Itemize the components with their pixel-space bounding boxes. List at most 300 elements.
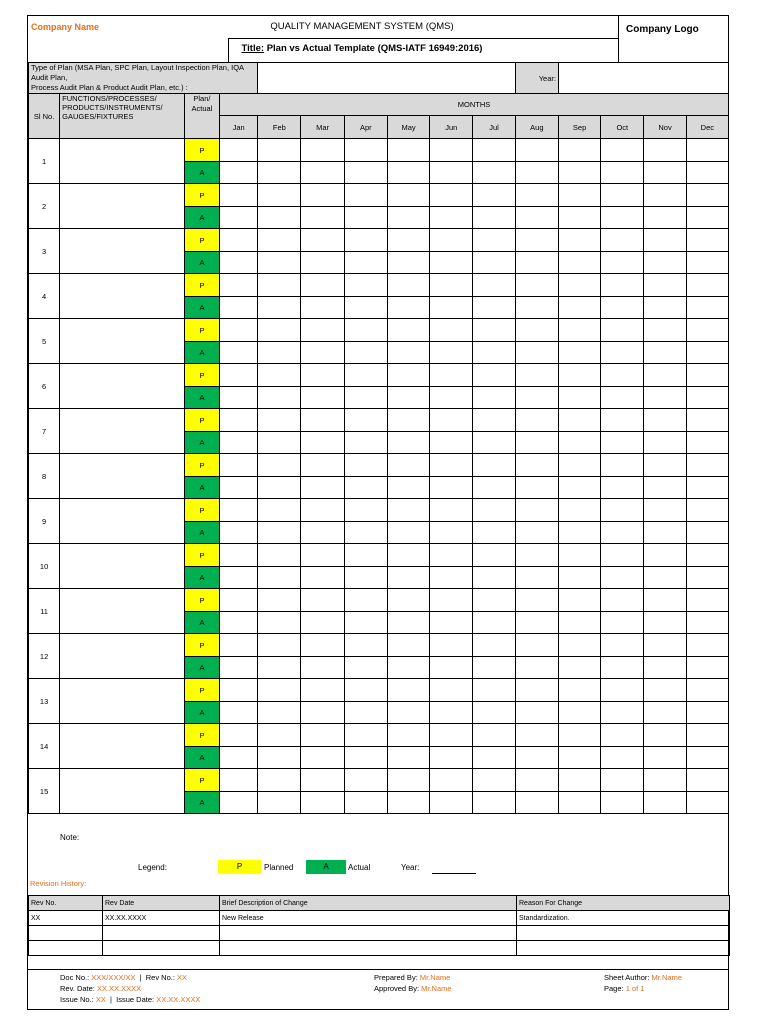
- month-cell[interactable]: [601, 297, 644, 319]
- month-cell[interactable]: [430, 274, 473, 297]
- month-cell[interactable]: [344, 207, 387, 229]
- month-cell[interactable]: [515, 229, 558, 252]
- month-cell[interactable]: [258, 454, 301, 477]
- function-cell[interactable]: [60, 319, 185, 364]
- month-cell[interactable]: [686, 409, 728, 432]
- month-cell[interactable]: [430, 589, 473, 612]
- month-cell[interactable]: [473, 589, 515, 612]
- month-cell[interactable]: [301, 274, 344, 297]
- month-cell[interactable]: [558, 679, 600, 702]
- month-cell[interactable]: [644, 319, 686, 342]
- month-cell[interactable]: [473, 522, 515, 544]
- month-cell[interactable]: [344, 657, 387, 679]
- month-cell[interactable]: [558, 634, 600, 657]
- function-cell[interactable]: [60, 544, 185, 589]
- month-cell[interactable]: [644, 387, 686, 409]
- month-cell[interactable]: [387, 567, 429, 589]
- revision-cell[interactable]: New Release: [220, 911, 517, 926]
- revision-cell[interactable]: [103, 941, 220, 956]
- month-cell[interactable]: [220, 274, 258, 297]
- month-cell[interactable]: [387, 544, 429, 567]
- month-cell[interactable]: [686, 522, 728, 544]
- month-cell[interactable]: [558, 274, 600, 297]
- month-cell[interactable]: [344, 747, 387, 769]
- month-cell[interactable]: [558, 747, 600, 769]
- revision-cell[interactable]: [220, 941, 517, 956]
- month-cell[interactable]: [344, 589, 387, 612]
- month-cell[interactable]: [515, 657, 558, 679]
- month-cell[interactable]: [220, 139, 258, 162]
- month-cell[interactable]: [430, 702, 473, 724]
- month-cell[interactable]: [387, 252, 429, 274]
- month-cell[interactable]: [430, 342, 473, 364]
- month-cell[interactable]: [430, 769, 473, 792]
- month-cell[interactable]: [644, 364, 686, 387]
- revision-cell[interactable]: [29, 941, 103, 956]
- month-cell[interactable]: [258, 162, 301, 184]
- month-cell[interactable]: [558, 319, 600, 342]
- month-cell[interactable]: [601, 274, 644, 297]
- month-cell[interactable]: [515, 612, 558, 634]
- month-cell[interactable]: [601, 342, 644, 364]
- revision-cell[interactable]: XX.XX.XXXX: [103, 911, 220, 926]
- month-cell[interactable]: [258, 184, 301, 207]
- month-cell[interactable]: [601, 409, 644, 432]
- month-cell[interactable]: [686, 589, 728, 612]
- month-cell[interactable]: [344, 612, 387, 634]
- month-cell[interactable]: [686, 747, 728, 769]
- month-cell[interactable]: [558, 612, 600, 634]
- month-cell[interactable]: [301, 319, 344, 342]
- function-cell[interactable]: [60, 229, 185, 274]
- month-cell[interactable]: [430, 544, 473, 567]
- revision-cell[interactable]: [220, 926, 517, 941]
- month-cell[interactable]: [515, 387, 558, 409]
- month-cell[interactable]: [686, 477, 728, 499]
- month-cell[interactable]: [558, 499, 600, 522]
- month-cell[interactable]: [558, 544, 600, 567]
- month-cell[interactable]: [220, 679, 258, 702]
- month-cell[interactable]: [430, 657, 473, 679]
- month-cell[interactable]: [220, 499, 258, 522]
- month-cell[interactable]: [686, 184, 728, 207]
- month-cell[interactable]: [344, 477, 387, 499]
- month-cell[interactable]: [601, 589, 644, 612]
- month-cell[interactable]: [301, 297, 344, 319]
- month-cell[interactable]: [387, 477, 429, 499]
- function-cell[interactable]: [60, 589, 185, 634]
- month-cell[interactable]: [686, 139, 728, 162]
- month-cell[interactable]: [344, 229, 387, 252]
- month-cell[interactable]: [344, 387, 387, 409]
- month-cell[interactable]: [258, 319, 301, 342]
- month-cell[interactable]: [220, 702, 258, 724]
- month-cell[interactable]: [558, 477, 600, 499]
- month-cell[interactable]: [473, 634, 515, 657]
- month-cell[interactable]: [220, 747, 258, 769]
- month-cell[interactable]: [344, 454, 387, 477]
- month-cell[interactable]: [515, 477, 558, 499]
- month-cell[interactable]: [344, 702, 387, 724]
- month-cell[interactable]: [301, 229, 344, 252]
- month-cell[interactable]: [301, 702, 344, 724]
- function-cell[interactable]: [60, 454, 185, 499]
- month-cell[interactable]: [601, 432, 644, 454]
- month-cell[interactable]: [473, 409, 515, 432]
- month-cell[interactable]: [387, 409, 429, 432]
- month-cell[interactable]: [601, 387, 644, 409]
- revision-cell[interactable]: [29, 926, 103, 941]
- month-cell[interactable]: [601, 454, 644, 477]
- month-cell[interactable]: [473, 679, 515, 702]
- month-cell[interactable]: [301, 634, 344, 657]
- month-cell[interactable]: [344, 544, 387, 567]
- month-cell[interactable]: [220, 432, 258, 454]
- month-cell[interactable]: [473, 499, 515, 522]
- month-cell[interactable]: [473, 229, 515, 252]
- month-cell[interactable]: [515, 252, 558, 274]
- month-cell[interactable]: [430, 679, 473, 702]
- month-cell[interactable]: [258, 634, 301, 657]
- month-cell[interactable]: [344, 409, 387, 432]
- month-cell[interactable]: [601, 139, 644, 162]
- month-cell[interactable]: [220, 589, 258, 612]
- month-cell[interactable]: [258, 229, 301, 252]
- month-cell[interactable]: [558, 589, 600, 612]
- month-cell[interactable]: [220, 544, 258, 567]
- month-cell[interactable]: [515, 319, 558, 342]
- month-cell[interactable]: [258, 342, 301, 364]
- month-cell[interactable]: [220, 319, 258, 342]
- month-cell[interactable]: [515, 432, 558, 454]
- month-cell[interactable]: [258, 364, 301, 387]
- month-cell[interactable]: [301, 679, 344, 702]
- function-cell[interactable]: [60, 184, 185, 229]
- month-cell[interactable]: [344, 139, 387, 162]
- month-cell[interactable]: [515, 297, 558, 319]
- month-cell[interactable]: [473, 792, 515, 814]
- month-cell[interactable]: [387, 454, 429, 477]
- month-cell[interactable]: [473, 162, 515, 184]
- month-cell[interactable]: [220, 387, 258, 409]
- month-cell[interactable]: [258, 792, 301, 814]
- month-cell[interactable]: [515, 499, 558, 522]
- month-cell[interactable]: [515, 522, 558, 544]
- function-cell[interactable]: [60, 769, 185, 814]
- month-cell[interactable]: [473, 319, 515, 342]
- month-cell[interactable]: [558, 702, 600, 724]
- month-cell[interactable]: [686, 657, 728, 679]
- month-cell[interactable]: [387, 139, 429, 162]
- month-cell[interactable]: [220, 342, 258, 364]
- month-cell[interactable]: [430, 724, 473, 747]
- month-cell[interactable]: [515, 184, 558, 207]
- month-cell[interactable]: [430, 162, 473, 184]
- month-cell[interactable]: [301, 499, 344, 522]
- month-cell[interactable]: [220, 769, 258, 792]
- month-cell[interactable]: [430, 477, 473, 499]
- month-cell[interactable]: [558, 252, 600, 274]
- month-cell[interactable]: [344, 184, 387, 207]
- month-cell[interactable]: [686, 297, 728, 319]
- month-cell[interactable]: [558, 792, 600, 814]
- month-cell[interactable]: [430, 252, 473, 274]
- month-cell[interactable]: [301, 769, 344, 792]
- month-cell[interactable]: [301, 387, 344, 409]
- month-cell[interactable]: [644, 544, 686, 567]
- month-cell[interactable]: [473, 184, 515, 207]
- year-input[interactable]: [558, 63, 728, 94]
- month-cell[interactable]: [301, 342, 344, 364]
- month-cell[interactable]: [301, 522, 344, 544]
- month-cell[interactable]: [430, 229, 473, 252]
- month-cell[interactable]: [601, 724, 644, 747]
- month-cell[interactable]: [558, 364, 600, 387]
- month-cell[interactable]: [644, 769, 686, 792]
- month-cell[interactable]: [473, 207, 515, 229]
- month-cell[interactable]: [220, 724, 258, 747]
- function-cell[interactable]: [60, 499, 185, 544]
- month-cell[interactable]: [387, 679, 429, 702]
- month-cell[interactable]: [344, 634, 387, 657]
- month-cell[interactable]: [473, 702, 515, 724]
- month-cell[interactable]: [387, 589, 429, 612]
- month-cell[interactable]: [387, 387, 429, 409]
- month-cell[interactable]: [220, 522, 258, 544]
- month-cell[interactable]: [686, 252, 728, 274]
- month-cell[interactable]: [515, 342, 558, 364]
- month-cell[interactable]: [220, 207, 258, 229]
- month-cell[interactable]: [473, 364, 515, 387]
- month-cell[interactable]: [473, 297, 515, 319]
- month-cell[interactable]: [301, 792, 344, 814]
- month-cell[interactable]: [515, 567, 558, 589]
- month-cell[interactable]: [686, 702, 728, 724]
- function-cell[interactable]: [60, 409, 185, 454]
- month-cell[interactable]: [430, 432, 473, 454]
- month-cell[interactable]: [644, 432, 686, 454]
- month-cell[interactable]: [258, 567, 301, 589]
- function-cell[interactable]: [60, 364, 185, 409]
- month-cell[interactable]: [220, 454, 258, 477]
- month-cell[interactable]: [387, 162, 429, 184]
- month-cell[interactable]: [473, 657, 515, 679]
- month-cell[interactable]: [430, 567, 473, 589]
- month-cell[interactable]: [686, 679, 728, 702]
- month-cell[interactable]: [258, 499, 301, 522]
- month-cell[interactable]: [644, 454, 686, 477]
- revision-cell[interactable]: [517, 941, 730, 956]
- month-cell[interactable]: [430, 184, 473, 207]
- month-cell[interactable]: [473, 724, 515, 747]
- month-cell[interactable]: [644, 612, 686, 634]
- month-cell[interactable]: [387, 297, 429, 319]
- month-cell[interactable]: [601, 229, 644, 252]
- month-cell[interactable]: [515, 589, 558, 612]
- month-cell[interactable]: [515, 274, 558, 297]
- month-cell[interactable]: [473, 432, 515, 454]
- month-cell[interactable]: [644, 252, 686, 274]
- month-cell[interactable]: [644, 229, 686, 252]
- function-cell[interactable]: [60, 724, 185, 769]
- month-cell[interactable]: [258, 769, 301, 792]
- month-cell[interactable]: [644, 589, 686, 612]
- month-cell[interactable]: [473, 454, 515, 477]
- month-cell[interactable]: [301, 207, 344, 229]
- month-cell[interactable]: [387, 612, 429, 634]
- month-cell[interactable]: [387, 184, 429, 207]
- month-cell[interactable]: [601, 364, 644, 387]
- month-cell[interactable]: [220, 162, 258, 184]
- month-cell[interactable]: [558, 297, 600, 319]
- month-cell[interactable]: [515, 364, 558, 387]
- month-cell[interactable]: [301, 364, 344, 387]
- month-cell[interactable]: [515, 702, 558, 724]
- month-cell[interactable]: [301, 657, 344, 679]
- month-cell[interactable]: [515, 409, 558, 432]
- month-cell[interactable]: [258, 724, 301, 747]
- month-cell[interactable]: [220, 477, 258, 499]
- month-cell[interactable]: [686, 499, 728, 522]
- month-cell[interactable]: [558, 207, 600, 229]
- month-cell[interactable]: [430, 454, 473, 477]
- month-cell[interactable]: [344, 274, 387, 297]
- month-cell[interactable]: [258, 387, 301, 409]
- month-cell[interactable]: [644, 342, 686, 364]
- month-cell[interactable]: [601, 634, 644, 657]
- month-cell[interactable]: [344, 679, 387, 702]
- month-cell[interactable]: [387, 747, 429, 769]
- month-cell[interactable]: [258, 432, 301, 454]
- month-cell[interactable]: [473, 769, 515, 792]
- month-cell[interactable]: [686, 544, 728, 567]
- month-cell[interactable]: [644, 184, 686, 207]
- month-cell[interactable]: [301, 162, 344, 184]
- month-cell[interactable]: [515, 454, 558, 477]
- month-cell[interactable]: [387, 769, 429, 792]
- month-cell[interactable]: [301, 454, 344, 477]
- month-cell[interactable]: [387, 432, 429, 454]
- month-cell[interactable]: [686, 634, 728, 657]
- function-cell[interactable]: [60, 274, 185, 319]
- month-cell[interactable]: [601, 679, 644, 702]
- revision-cell[interactable]: XX: [29, 911, 103, 926]
- month-cell[interactable]: [387, 702, 429, 724]
- month-cell[interactable]: [430, 612, 473, 634]
- month-cell[interactable]: [644, 657, 686, 679]
- month-cell[interactable]: [558, 229, 600, 252]
- month-cell[interactable]: [344, 297, 387, 319]
- month-cell[interactable]: [430, 297, 473, 319]
- month-cell[interactable]: [601, 184, 644, 207]
- month-cell[interactable]: [387, 522, 429, 544]
- month-cell[interactable]: [601, 544, 644, 567]
- month-cell[interactable]: [558, 432, 600, 454]
- month-cell[interactable]: [644, 477, 686, 499]
- month-cell[interactable]: [558, 184, 600, 207]
- month-cell[interactable]: [473, 342, 515, 364]
- month-cell[interactable]: [301, 724, 344, 747]
- month-cell[interactable]: [301, 589, 344, 612]
- function-cell[interactable]: [60, 679, 185, 724]
- month-cell[interactable]: [344, 567, 387, 589]
- function-cell[interactable]: [60, 139, 185, 184]
- month-cell[interactable]: [473, 477, 515, 499]
- month-cell[interactable]: [515, 679, 558, 702]
- month-cell[interactable]: [515, 792, 558, 814]
- month-cell[interactable]: [558, 387, 600, 409]
- month-cell[interactable]: [558, 769, 600, 792]
- month-cell[interactable]: [430, 139, 473, 162]
- month-cell[interactable]: [301, 432, 344, 454]
- month-cell[interactable]: [558, 342, 600, 364]
- month-cell[interactable]: [344, 499, 387, 522]
- month-cell[interactable]: [387, 319, 429, 342]
- month-cell[interactable]: [430, 364, 473, 387]
- month-cell[interactable]: [430, 792, 473, 814]
- month-cell[interactable]: [473, 567, 515, 589]
- month-cell[interactable]: [686, 792, 728, 814]
- month-cell[interactable]: [387, 724, 429, 747]
- month-cell[interactable]: [430, 387, 473, 409]
- month-cell[interactable]: [558, 657, 600, 679]
- month-cell[interactable]: [220, 184, 258, 207]
- month-cell[interactable]: [644, 499, 686, 522]
- month-cell[interactable]: [301, 747, 344, 769]
- month-cell[interactable]: [301, 409, 344, 432]
- month-cell[interactable]: [473, 747, 515, 769]
- month-cell[interactable]: [686, 364, 728, 387]
- month-cell[interactable]: [258, 139, 301, 162]
- month-cell[interactable]: [258, 522, 301, 544]
- month-cell[interactable]: [686, 207, 728, 229]
- month-cell[interactable]: [387, 364, 429, 387]
- month-cell[interactable]: [644, 522, 686, 544]
- month-cell[interactable]: [387, 207, 429, 229]
- month-cell[interactable]: [387, 342, 429, 364]
- month-cell[interactable]: [473, 387, 515, 409]
- month-cell[interactable]: [558, 567, 600, 589]
- month-cell[interactable]: [644, 162, 686, 184]
- month-cell[interactable]: [558, 724, 600, 747]
- month-cell[interactable]: [301, 184, 344, 207]
- month-cell[interactable]: [220, 792, 258, 814]
- month-cell[interactable]: [301, 612, 344, 634]
- month-cell[interactable]: [515, 769, 558, 792]
- month-cell[interactable]: [601, 207, 644, 229]
- month-cell[interactable]: [644, 634, 686, 657]
- month-cell[interactable]: [473, 252, 515, 274]
- month-cell[interactable]: [301, 477, 344, 499]
- month-cell[interactable]: [301, 544, 344, 567]
- month-cell[interactable]: [258, 702, 301, 724]
- month-cell[interactable]: [220, 612, 258, 634]
- month-cell[interactable]: [344, 432, 387, 454]
- month-cell[interactable]: [258, 252, 301, 274]
- month-cell[interactable]: [601, 612, 644, 634]
- month-cell[interactable]: [258, 657, 301, 679]
- month-cell[interactable]: [601, 252, 644, 274]
- month-cell[interactable]: [558, 139, 600, 162]
- month-cell[interactable]: [515, 139, 558, 162]
- month-cell[interactable]: [430, 319, 473, 342]
- month-cell[interactable]: [686, 162, 728, 184]
- month-cell[interactable]: [601, 567, 644, 589]
- month-cell[interactable]: [558, 454, 600, 477]
- month-cell[interactable]: [430, 499, 473, 522]
- month-cell[interactable]: [558, 522, 600, 544]
- month-cell[interactable]: [473, 612, 515, 634]
